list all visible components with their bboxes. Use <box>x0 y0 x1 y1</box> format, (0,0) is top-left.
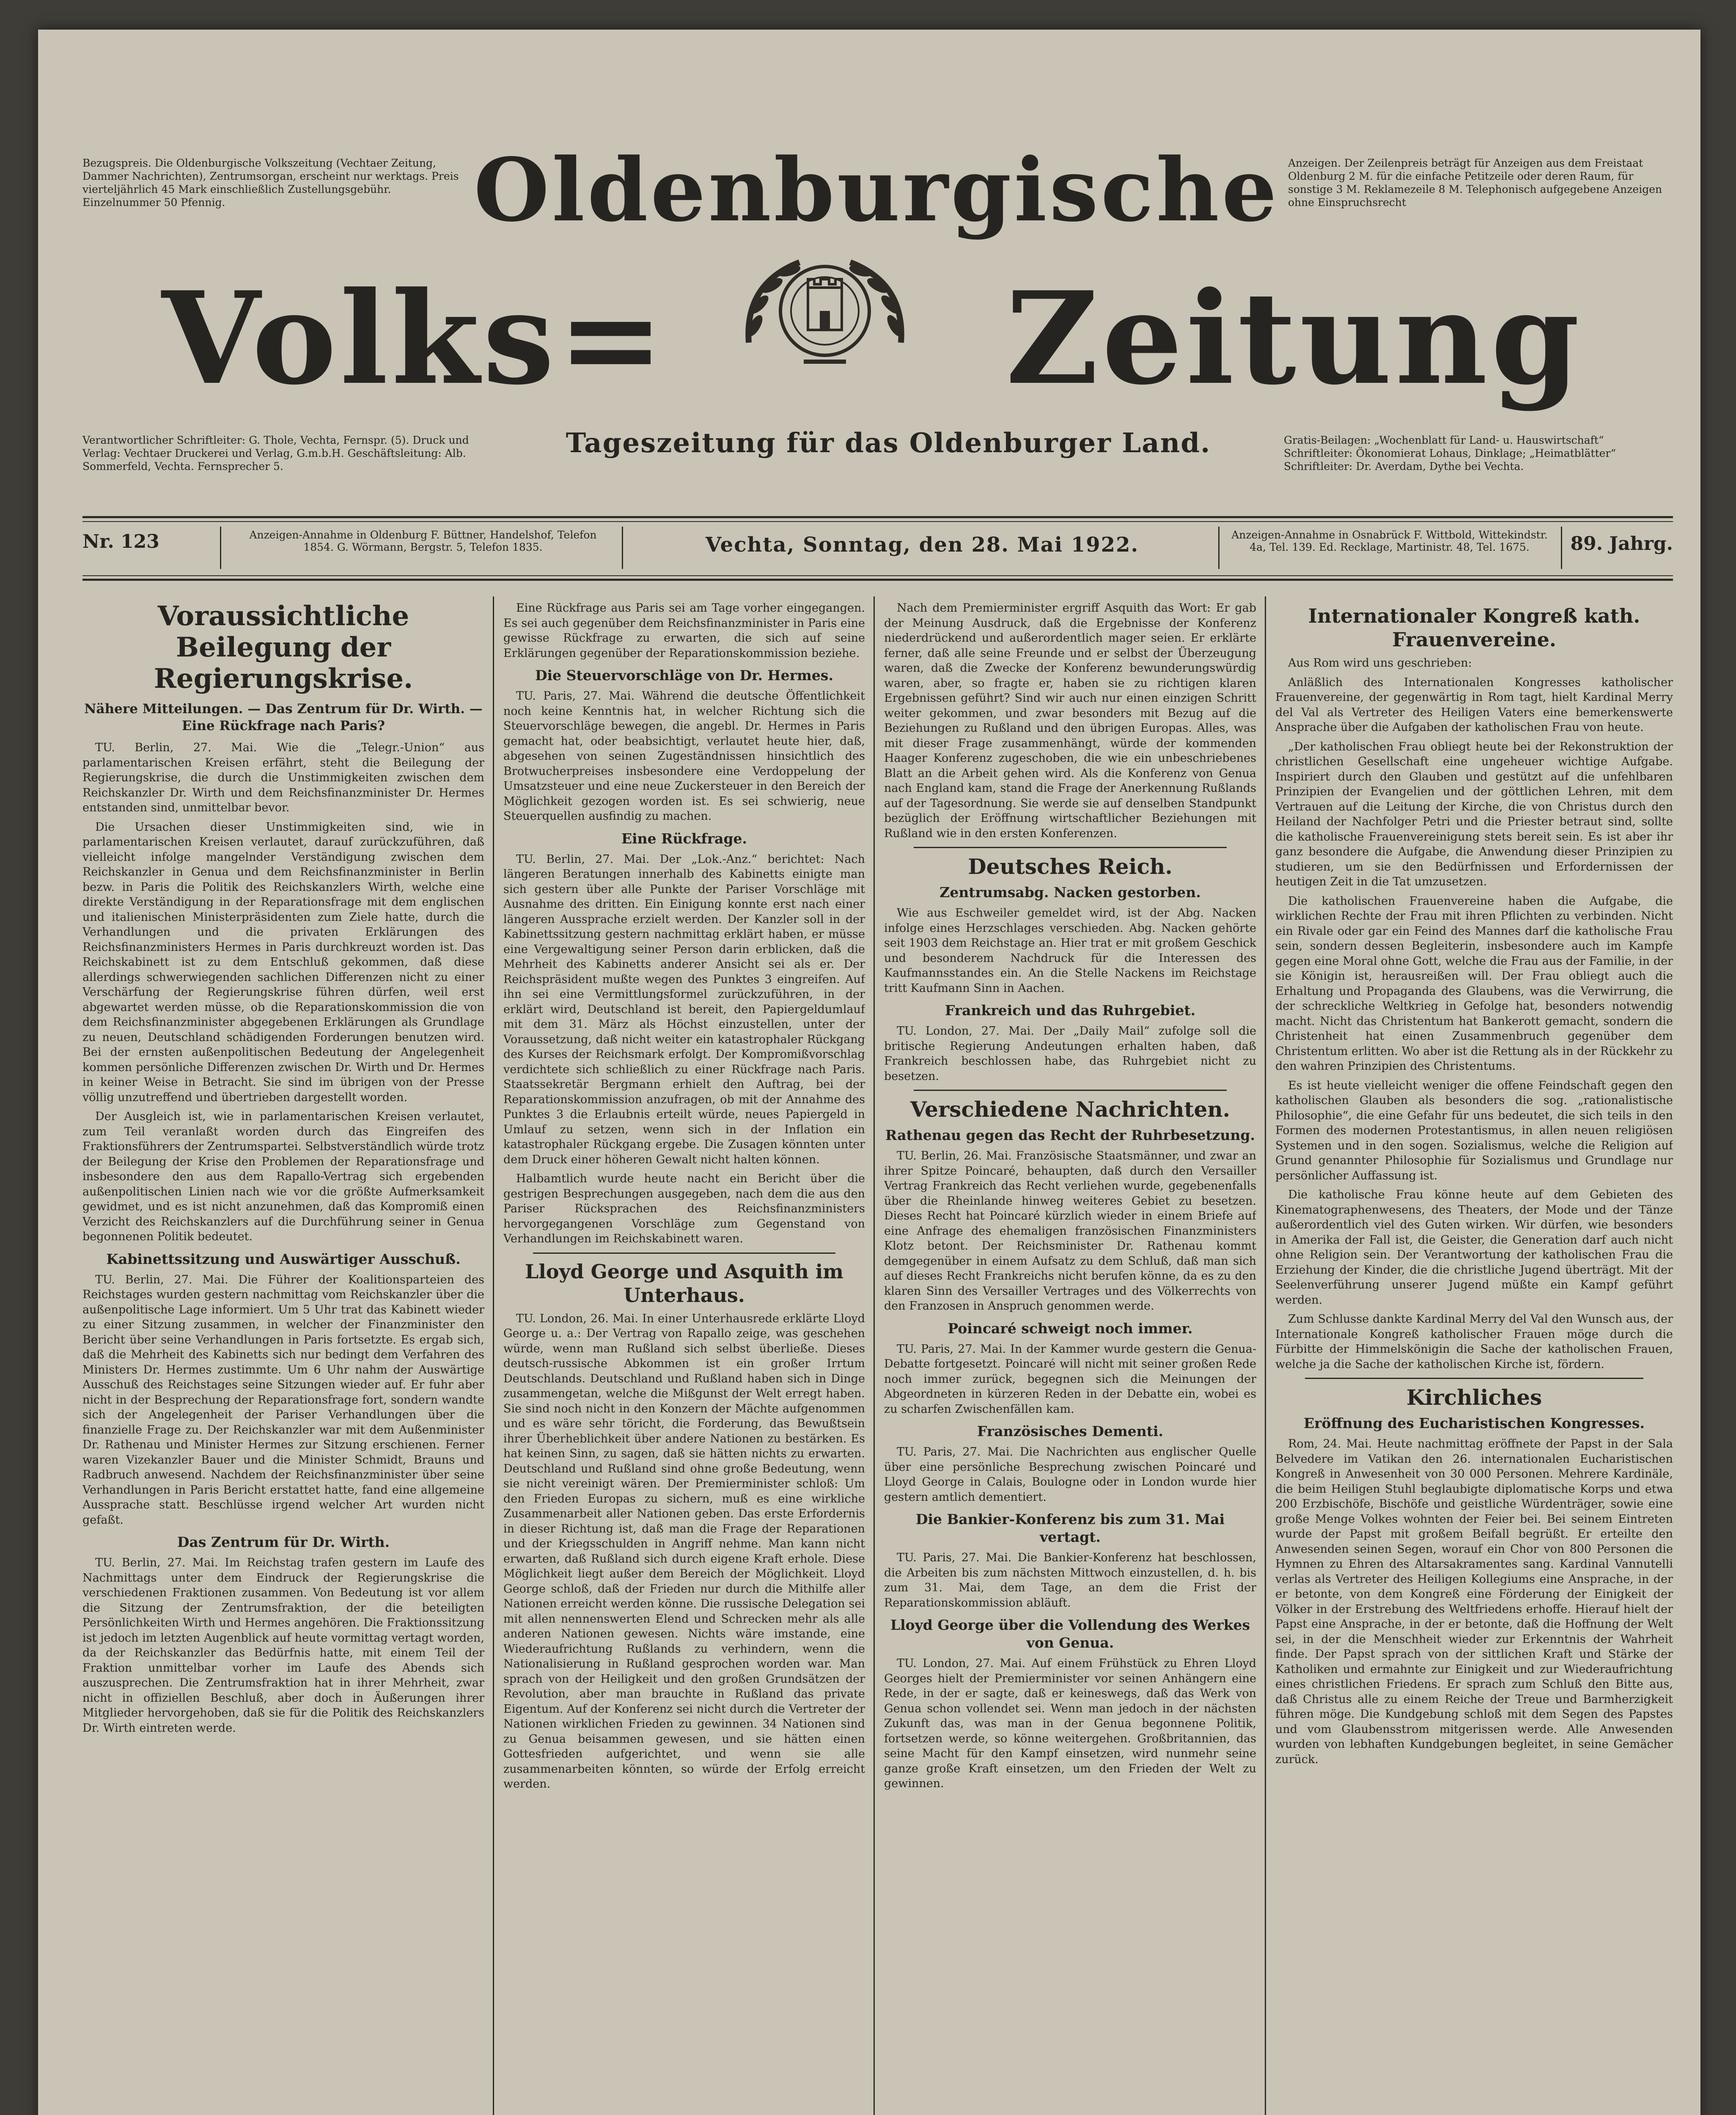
article-paragraph: TU. Berlin, 27. Mai. Der „Lok.-Anz.“ berichtet: Nach längeren Beratungen innerhalb des Kabinetts einigte man sich gestern über alle Punkte der Pariser Vorschläge mit Ausnahme des dritten. Ein Einigung konnte erst nach einer längeren Aussprache erzielt werden. Der Kanzler soll in der Kabinettssitzung gestern nachmittag erklärt haben, er müsse eine Vergewaltigung seiner Person darin erblicken, daß die Mehrheit des Kabinetts anderer Ansicht sei als er. Der Reichspräsident mußte wegen des Punktes 3 eingreifen. Auf ihn sei eine Vermittlungsformel zurückzuführen, in der erklärt wird, Deutschland ist bereit, den Papiergeldumlauf mit dem 31. März als Höchst einzustellen, unter der Voraussetzung, daß nicht weiter ein katastrophaler Rückgang des Kurses der Reichsmark erfolgt. Der Kompromißvorschlag verdichtete sich schließlich zu einer Rückfrage nach Paris. Staatssekretär Bergmann erhielt den Auftrag, bei der Reparationskommission anzufragen, ob mit der Annahme des Punktes 3 die Erlaubnis erteilt würde, neues Papiergeld in Umlauf zu setzen, wenn sich in der Inflation ein katastrophaler Rückgang ergebe. Die Zusagen könnten unter dem Druck einer höheren Gewalt nicht halten können. <box>503 852 865 1166</box>
volume-year: 89. Jahrg. <box>1570 533 1673 555</box>
issue-number: Nr. 123 <box>82 531 159 552</box>
article-paragraph: TU. Paris, 27. Mai. Während die deutsche Öffentlichkeit noch keine Kenntnis hat, in welcher Richtung sich die Steuervorschläge bewegen, die angebl. Dr. Hermes in Paris gemacht hat, oder beabsichtigt, verlautet heute hier, daß, abgesehen von seinen Zugeständnissen hinsichtlich des Brotwucherpreises insbesondere eine Verdoppelung der Umsatzsteuer und eine neue Zuckersteuer in den Bereich der Möglichkeit gezogen worden ist. Es sei schwierig, neue Steuerquellen ausfindig zu machen. <box>503 689 865 823</box>
supplement-credits: Gratis-Beilagen: „Wochenblatt für Land- u. Hauswirtschaft“ Schriftleiter: Ökonomierat Lohaus, Dinklage; „Heimatblätter“ Schriftleiter: Dr. Averdam, Dythe bei Vechta. <box>1284 434 1616 472</box>
section-heading: Kabinettssitzung und Auswärtiger Ausschuß. <box>106 1250 461 1267</box>
article-paragraph: Der Ausgleich ist, wie in parlamentarischen Kreisen verlautet, zum Teil veranlaßt worden durch das Eingreifen des Fraktionsführers der Zentrumspartei. Selbstverständlich würde trotz der Beilegung der Krise den Problemen der Reparationsfrage und insbesondere den aus dem Rapallo-Vertrag sich ergebenden außenpolitischen Linien nach wie vor die größte Aufmerksamkeit gewidmet, und es ist nicht anzunehmen, daß das Kompromiß einen Verzicht des Reichskanzlers auf die Durchführung seiner in Genua begonnenen Politik bedeutet. <box>82 1110 484 1243</box>
column-3 <box>884 601 1256 2115</box>
article-paragraph: TU. London, 27. Mai. Auf einem Frühstück zu Ehren Lloyd Georges hielt der Premierminister vor seinen Anhängern eine Rede, in der er sagte, daß er keineswegs, daß das Werk von Genua schon vollendet sei. Wenn man jedoch in der nächsten Zukunft das, was man in der Genua begonnene Politik, fortsetzen werde, so könne weitergehen. Großbritannien, das seine Macht für den Kampf einsetzen, wird nunmehr seine ganze große Kraft einsetzen, um den Frieden der Welt zu gewinnen. <box>884 1657 1256 1790</box>
article-paragraph: TU. Berlin, 26. Mai. Französische Staatsmänner, und zwar an ihrer Spitze Poincaré, behaupten, daß durch den Versailler Vertrag Frankreich das Recht verliehen wurde, gegebenenfalls über die Rheinlande hinweg weiteres Gebiet zu besetzen. Dieses Recht hat Poincaré kürzlich wieder in einem Briefe auf eine Anfrage des ehemaligen französischen Finanzministers Klotz betont. Der Reichsminister Dr. Rathenau kommt demgegenüber in einem Aufsatz zu dem Schluß, daß man sich auf dieses Recht Frankreichs nicht berufen könne, da es zu den klaren Sinn des Versailler Vertrages und des Völkerrechts von den Franzosen in Anspruch genommen werde. <box>884 1149 1256 1313</box>
section-subheading: Eröffnung des Eucharistischen Kongresses. <box>1304 1415 1645 1431</box>
article-paragraph: TU. Berlin, 27. Mai. Wie die „Telegr.-Union“ aus parlamentarischen Kreisen erfährt, steht die Beilegung der Regierungskrise, die durch die Unstimmigkeiten zwischen dem Reichskanzler Dr. Wirth und dem Reichsfinanzminister Dr. Hermes entstanden sind, unmittelbar bevor. <box>82 741 484 814</box>
column-2 <box>503 601 865 2115</box>
column-4 <box>1275 601 1673 2115</box>
title-right: Zeitung <box>1005 264 1583 413</box>
subheadline: Nähere Mitteilungen. — Das Zentrum für Dr. Wirth. — Eine Rückfrage nach Paris? <box>84 701 483 733</box>
title-left: Volks= <box>162 264 667 413</box>
issue-date: Vechta, Sonntag, den 28. Mai 1922. <box>705 533 1139 557</box>
section-heading: Internationaler Kongreß kath. Frauenvereine. <box>1308 604 1640 651</box>
article-paragraph: Die katholische Frau könne heute auf dem Gebieten des Kinematographenwesens, des Theaters, der Mode und der Tänze außerordentlich viel des Guten wirken. Wir dürfen, wie besonders in Amerika der Fall ist, die Geister, die Generation darf auch nicht ohne Religion sein. Der Verantwortung der katholischen Frau die Erziehung der Kinder, die die christliche Jugend überträgt. Mit der Seelenverführung unserer Jugend müßte ein Kampf geführt werden. <box>1275 1188 1673 1307</box>
article-paragraph: Anläßlich des Internationalen Kongresses katholischer Frauenvereine, der gegenwärtig in Rom tagt, hielt Kardinal Merry del Val als Vertreter des Heiligen Vaters eine bemerkenswerte Ansprache über die Aufgaben der katholischen Frau von heute. <box>1275 676 1673 734</box>
section-heading: Poincaré schweigt noch immer. <box>948 1320 1193 1337</box>
article-paragraph: Die katholischen Frauenvereine haben die Aufgabe, die wirklichen Rechte der Frau mit ihren Pflichten zu verbinden. Nicht ein Rivale oder gar ein Feind des Mannes darf die katholische Frau sein, sondern dessen Begleiterin, insbesondere auch im Kampfe gegen eine Moral ohne Gott, welche die Frau aus der Familie, in der sie Königin ist, herausreißen will. Der Frau obliegt auch die Erhaltung und Propaganda des Glaubens, was die Verwirrung, die der schreckliche Weltkrieg in Gefolge hat, besonders notwendig macht. Nicht das Christentum hat Bankerott gemacht, sondern die Christenheit hat einen Zusammenbruch gegenüber dem Christentum erlitten. Wo aber ist die Rettung als in der Rückkehr zu den wahren Prinzipien des Christentums. <box>1275 894 1673 1073</box>
article-paragraph: TU. London, 27. Mai. Der „Daily Mail“ zufolge soll die britische Regierung Andeutungen erhalten haben, daß Frankreich beschlossen habe, das Ruhrgebiet nicht zu besetzen. <box>884 1025 1256 1083</box>
ads-osnabrueck: Anzeigen-Annahme in Osnabrück F. Wittbold, Wittekindstr. 4a, Tel. 139. Ed. Recklage, Martinistr. 48, Tel. 1675. <box>1231 529 1548 553</box>
section-heading: Lloyd George und Asquith im Unterhaus. <box>525 1260 843 1307</box>
section-heading: Frankreich und das Ruhrgebiet. <box>945 1002 1196 1019</box>
article-paragraph: Rom, 24. Mai. Heute nachmittag eröffnete der Papst in der Sala Belvedere im Vatikan den 26. internationalen Eucharistischen Kongreß in Anwesenheit von 30 000 Personen. Mehrere Kardinäle, die beim Heiligen Stuhl beglaubigte diplomatische Korps und etwa 200 Erzbischöfe, Bischöfe und geistliche Würdenträger, sowie eine große Menge Volkes wohnten der Feier bei. Bei seinem Eintreten wurde der Papst mit großem Beifall begrüßt. Er erteilte den Anwesenden seinen Segen, worauf ein Chor von 800 Personen die Hymnen zu Ehren des Altarsakramentes sang. Kardinal Vannutelli verlas als Vertreter des Heiligen Kollegiums eine Ansprache, in der er betonte, von dem Kongreß eine Förderung der Einigkeit der Völker in der Erstrebung des Weltfriedens erhoffe. Hierauf hielt der Papst eine Ansprache, in der er betonte, daß die Hoffnung der Welt sei, in der die Menschheit wieder zur Erkenntnis der Wahrheit finde. Der Papst sprach von der sittlichen Kraft und Stärke der Katholiken und ermahnte zur Einigkeit und zur Wiederaufrichtung eines christlichen Friedens. Er sprach zum Schluß den Bitte aus, daß Christus alle zu einem Reiche der Treue und Barmherzigkeit führen möge. Die Kundgebung schloß mit dem Segen des Papstes und vom Glaubensstrom mitgerissen werde. Alle Anwesenden wurden von lebhaften Kundgebungen begleitet, in seine Gemächer zurück. <box>1275 1437 1673 1766</box>
article-paragraph: Es ist heute vielleicht weniger die offene Feindschaft gegen den katholischen Glauben als besonders die sog. „rationalistische Philosophie“, die eine Gefahr für uns bedeutet, die sich teils in den Formen des modernen Protestantismus, in allen neuen religiösen Systemen und in den sogen. Sozialismus, welche die Religion auf Grund genannter Philosophie für Sozialismus und Grundlage nur persönlicher Auffassung ist. <box>1275 1079 1673 1182</box>
article-paragraph: TU. Berlin, 27. Mai. Die Führer der Koalitionsparteien des Reichstages wurden gestern nachmittag vom Reichskanzler über die außenpolitische Lage informiert. Um 5 Uhr trat das Kabinett wieder zu einer Sitzung zusammen, in welcher der Finanzminister den Bericht über seine Verhandlungen in Paris fortsetzte. Es ergab sich, daß die Mehrheit des Kabinetts sich nur bedingt dem Verfahren des Ministers Dr. Hermes zustimmte. Um 6 Uhr nahm der Auswärtige Ausschuß des Reichstages seine Sitzungen wieder auf. Er fuhr aber nicht in der Besprechung der Reparationsfrage fort, sondern wandte sich der Angelegenheit der Pariser Verhandlungen über die finanzielle Frage zu. Der Reichskanzler war mit dem Außenminister Dr. Rathenau und Minister Hermes zur Sitzung erschienen. Ferner waren Vizekanzler Bauer und die Minister Schmidt, Brauns und Radbruch anwesend. Nachdem der Reichsfinanzminister über seine Verhandlungen in Paris Bericht erstattet hatte, fand eine allgemeine Aussprache statt. Beschlüsse irgend welcher Art wurden nicht gefaßt. <box>82 1273 484 1527</box>
section-heading: Deutsches Reich. <box>968 854 1173 879</box>
article-paragraph: Nach dem Premierminister ergriff Asquith das Wort: Er gab der Meinung Ausdruck, daß die Ergebnisse der Konferenz niederdrückend und außerordentlich mager seien. Er erklärte ferner, daß alle seine Freunde und er selbst der Überzeugung waren, daß die Zwecke der Konferenz bewunderungswürdig waren, aber, so fragte er, haben sie zu richtigen klaren Ergebnissen geführt? Sind wir auch nur einen einzigen Schritt weiter gekommen, und zwar besonders mit Bezug auf die Beziehungen zu Rußland und den übrigen Europas. Alles, was mit dieser Frage zusammenhängt, würde der kommenden Haager Konferenz zugeschoben, die wie ein unbeschriebenes Blatt an die Arbeit gehen wird. Als die Konferenz von Genua nach England kam, stand die Frage der Anerkennung Rußlands auf der Tagesordnung. Sie werde sie auf denselben Standpunkt bezüglich der Eröffnung wirtschaftlicher Beziehungen mit Rußland wie in den ersten Konferenzen. <box>884 602 1256 840</box>
column-1 <box>82 601 484 2115</box>
editor-credits: Verantwortlicher Schriftleiter: G. Thole, Vechta, Fernspr. (5). Druck und Verlag: Vechtaer Druckerei und Verlag, G.m.b.H. Geschäftsleitung: Alb. Sommerfeld, Vechta. Fernsprecher 5. <box>82 434 469 472</box>
article-paragraph: TU. Berlin, 27. Mai. Im Reichstag trafen gestern im Laufe des Nachmittags unter dem Eindruck der Regierungskrise die verschiedenen Fraktionen zusammen. Von Bedeutung ist vor allem die Sitzung der Zentrumsfraktion, der die beteiligten Persönlichkeiten Wirth und Hermes angehören. Die Fraktionssitzung ist jedoch im letzten Augenblick auf heute vormittag vertagt worden, da der Reichskanzler das Bedürfnis hatte, mit einem Teil der Fraktion unmittelbar vorher im Laufe des Abends sich auszusprechen. Die Zentrumsfraktion hat in ihrer Mehrheit, zwar nicht in offiziellen Beschluß, aber doch in Äußerungen ihrer Mitglieder hervorgehoben, daß sie für die Politik des Reichskanzlers Dr. Wirth eintreten werde. <box>82 1556 484 1735</box>
newspaper-page <box>38 30 1700 2115</box>
article-paragraph: Die Ursachen dieser Unstimmigkeiten sind, wie in parlamentarischen Kreisen verlautet, darauf zurückzuführen, daß vielleicht infolge mangelnder Verständigung zwischen dem Reichskanzler in Genua und dem Reichsfinanzminister in Berlin bezw. in Paris die Politik des Reichskanzlers Wirth, welche eine direkte Verständigung in der Reparationsfrage mit dem englischen und italienischen Ministerpräsidenten zum Ziele hatte, durch die Verhandlungen und die privaten Erklärungen des Reichsfinanzministers Hermes in Paris durchkreuzt worden ist. Das Reichskabinett ist zu dem Entschluß gekommen, daß diese allerdings schwerwiegenden sachlichen Differenzen nicht zu einer Verschärfung der Regierungskrise führen dürfen, weil erst abgewartet werden müsse, ob die Reparationskommission die von dem Reichsfinanzminister abgegebenen Erklärungen als Grundlage zu neuen, Deutschland schädigenden Forderungen benutzen wird. Bei der ernsten außenpolitischen Bedeutung der Angelegenheit kommen persönliche Differenzen zwischen Dr. Wirth und Dr. Hermes in keiner Weise in Betracht. Sie sind im übrigen von der Presse völlig unzutreffend und übertrieben dargestellt worden. <box>82 820 484 1104</box>
headline-government-crisis: Voraussichtliche Beilegung der Regierungskrise. <box>154 601 413 695</box>
article-paragraph: TU. London, 26. Mai. In einer Unterhausrede erklärte Lloyd George u. a.: Der Vertrag von Rapallo zeige, was geschehen würde, wenn man Rußland sich selbst überließe. Dieses deutsch-russische Abkommen ist ein großer Irrtum Deutschlands. Deutschland und Rußland haben sich in Dinge zusammengetan, welche die Mißgunst der Welt erregt haben. Sie sind noch nicht in den Konzern der Mächte aufgenommen und es wäre sehr töricht, die Forderung, das Bewußtsein ihrer Überheblichkeit über andere Nationen zu bestärken. Es hat keinen Sinn, zu sagen, daß sie hätten nichts zu erwarten. Deutschland und Rußland sind ohne große Bedeutung, wenn sie nicht vereinigt wären. Der Premierminister schloß: Um den Frieden Europas zu sichern, muß es eine wirkliche Zusammenarbeit aller Nationen geben. Das erste Erfordernis in dieser Richtung ist, daß man die Frage der Reparationen und der Kriegsschulden in Angriff nehme. Man kann nicht erwarten, daß Rußland sich durch eigene Kraft erhole. Diese Möglichkeit liegt außer dem Bereich der Möglichkeit. Lloyd George schloß, daß der Frieden nur durch die Mithilfe aller Nationen erreicht werden könne. Die russische Delegation sei mit allen nennenswerten Elend und Schrecken mehr als alle anderen Nationen gewesen. Nichts wäre imstande, eine Wiederaufrichtung Rußlands zu verhindern, wenn die Nationalisierung in Rußland gesprochen worden war. Man sprach von der Heiligkeit und den großen Grundsätzen der Revolution, aber man brauchte in Rußland das private Eigentum. Auf der Konferenz sei nicht durch die Vertreter der Nationen wirklichen Frieden zu gewinnen. 34 Nationen sind zu Genua beisammen gewesen, und sie hätten einen Gottesfrieden aufgerichtet, und wenn sie alle zusammenarbeiten könnten, so würde der Erfolg erreicht werden. <box>503 1312 865 1791</box>
section-heading: Verschiedene Nachrichten. <box>910 1097 1231 1122</box>
title-line-1: Oldenburgische <box>474 140 1280 241</box>
article-paragraph: TU. Paris, 27. Mai. Die Nachrichten aus englischer Quelle über eine persönliche Besprechung zwischen Poincaré und Lloyd George in Calais, Boulogne oder in London wurde hier gestern amtlich dementiert. <box>884 1445 1256 1504</box>
section-heading: Französisches Dementi. <box>977 1423 1163 1439</box>
advertising-price-box: Anzeigen. Der Zeilenpreis beträgt für Anzeigen aus dem Freistaat Oldenburg 2 M. für die einfache Petitzeile oder deren Raum, für sonstige 3 M. Reklamezeile 8 M. Telephonisch aufgegebene Anzeigen ohne Einspruchsrecht <box>1288 157 1662 209</box>
article-paragraph: „Der katholischen Frau obliegt heute bei der Rekonstruktion der christlichen Gesellschaft eine ungeheuer wichtige Aufgabe. Inspiriert durch den Glauben und gestützt auf die unfehlbaren Prinzipien der Evangelien und der göttlichen Lehren, mit dem Vertrauen auf die Leitung der Kirche, die von Christus durch den Heiland der Nachfolger Petri und die Priester betraut sind, sollte die katholische Frauenvereinigung stets bereit sein. Es ist aber ihr ganz besondere die Aufgabe, die Anwendung dieser Prinzipien zu studieren, um sie den Bedürfnissen und Erfordernissen der heutigen Zeit in die Tat umzusetzen. <box>1275 740 1673 888</box>
section-heading: Eine Rückfrage. <box>621 830 747 847</box>
coat-of-arms-emblem <box>736 237 914 376</box>
section-heading: Das Zentrum für Dr. Wirth. <box>177 1534 390 1550</box>
section-heading: Die Bankier-Konferenz bis zum 31. Mai vertagt. <box>915 1511 1225 1545</box>
article-paragraph: Eine Rückfrage aus Paris sei am Tage vorher eingegangen. Es sei auch gegenüber dem Reichsfinanzminister in Paris eine gewisse Rückfrage zu erwarten, die sich auf seine Erklärungen gegenüber der Reparationskommission beziehe. <box>503 602 865 660</box>
subtitle: Tageszeitung für das Oldenburger Land. <box>566 427 1211 459</box>
ads-oldenburg: Anzeigen-Annahme in Oldenburg F. Büttner, Handelshof, Telefon 1854. G. Wörmann, Bergstr. 5, Telefon 1835. <box>249 529 597 553</box>
article-paragraph: Halbamtlich wurde heute nacht ein Bericht über die gestrigen Besprechungen ausgegeben, nach dem die aus den Pariser Rücksprachen des Reichsfinanzministers hervorgegangenen Vorschläge zum Gegenstand von Verhandlungen im Reichskabinett waren. <box>503 1172 865 1245</box>
article-paragraph: Zum Schlusse dankte Kardinal Merry del Val den Wunsch aus, der Internationale Kongreß katholischer Frauen möge durch die Fürbitte der Himmelskönigin die Sache der katholischen Frauen, welche ja die Sache der katholischen Kirche ist, fördern. <box>1275 1313 1673 1371</box>
section-heading: Die Steuervorschläge von Dr. Hermes. <box>535 667 833 684</box>
article-paragraph: TU. Paris, 27. Mai. In der Kammer wurde gestern die Genua-Debatte fortgesetzt. Poincaré will nicht mit seiner großen Rede noch immer zurück, begegnen sich die Meinungen der Abgeordneten in kürzeren Reden in der Debatte ein, wobei es zu scharfen Zwischenfällen kam. <box>884 1342 1256 1416</box>
article-paragraph: Wie aus Eschweiler gemeldet wird, ist der Abg. Nacken infolge eines Herzschlages verschieden. Abg. Nacken gehörte seit 1903 dem Reichstage an. Hier trat er mit großem Geschick und besonderem Nachdruck für die Interessen des Kaufmannsstandes ein. An die Stelle Nackens im Reichstage tritt Kaufmann Sinn in Aachen. <box>884 906 1256 995</box>
section-subheading: Zentrumsabg. Nacken gestorben. <box>939 884 1201 901</box>
section-heading: Kirchliches <box>1406 1385 1542 1410</box>
section-subheading: Rathenau gegen das Recht der Ruhrbesetzung. <box>885 1127 1255 1143</box>
section-heading: Lloyd George über die Vollendung des Werkes von Genua. <box>890 1617 1250 1651</box>
article-paragraph: TU. Paris, 27. Mai. Die Bankier-Konferenz hat beschlossen, die Arbeiten bis zum nächsten Mittwoch einzustellen, d. h. bis zum 31. Mai, dem Tage, an dem die Frist der Reparationskommission abläuft. <box>884 1551 1256 1610</box>
subscription-price-box: Bezugspreis. Die Oldenburgische Volkszeitung (Vechtaer Zeitung, Dammer Nachrichten), Zentrumsorgan, erscheint nur werktags. Preis vierteljährlich 45 Mark einschließlich Zustellungsgebühr. Einzelnummer 50 Pfennig. <box>82 157 459 209</box>
article-paragraph: Aus Rom wird uns geschrieben: <box>1288 656 1472 670</box>
